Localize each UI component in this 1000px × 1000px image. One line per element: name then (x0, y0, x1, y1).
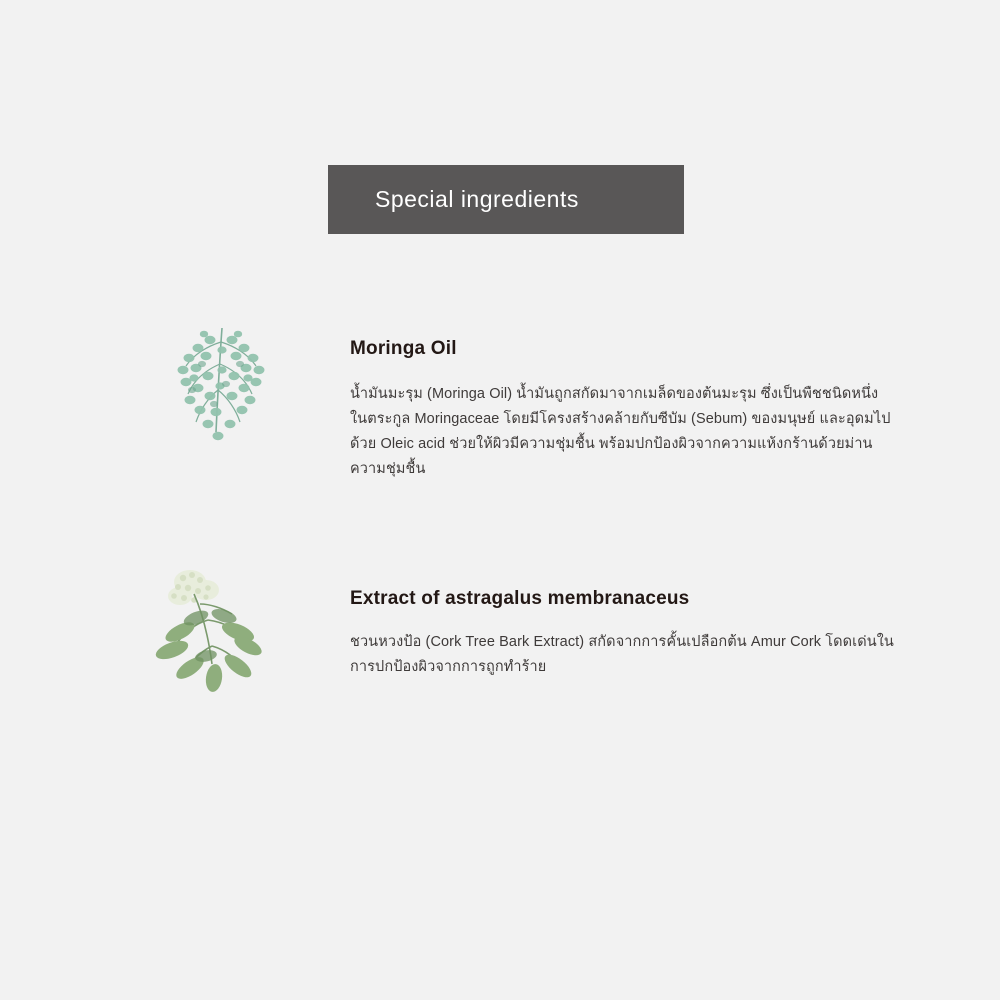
ingredient-item (150, 560, 895, 705)
moringa-plant-illustration (150, 320, 295, 465)
ingredient-name: Extract of astragalus membranaceus (350, 588, 690, 609)
section-header-banner (328, 165, 684, 234)
ingredient-name: Moringa Oil (350, 338, 457, 359)
ingredient-text-column (350, 560, 895, 680)
astragalus-cork-tree-illustration (150, 560, 295, 705)
ingredient-text-column (350, 320, 895, 482)
ingredient-description: ชวนหวงป้อ (Cork Tree Bark Extract) สกัดจากการคั้นเปลือกต้น Amur Cork โดดเด่นในการปกป้องผิวจากการถูกทำร้าย (350, 634, 894, 675)
ingredient-description: น้ำมันมะรุม (Moringa Oil) น้ำมันถูกสกัดมาจากเมล็ดของต้นมะรุม ซึ่งเป็นพืชชนิดหนึ่งในตระกูล Moringaceae โดยมีโครงสร้างคล้ายกับซีบัม (Sebum) ของมนุษย์ และอุดมไปด้วย Oleic acid ช่วยให้ผิวมีความชุ่มชื้น พร้อมปกป้องผิวจากความแห้งกร้านด้วยม่านความชุ่มชื้น (350, 386, 891, 477)
ingredient-item (150, 320, 895, 482)
page-title: Special ingredients (375, 186, 579, 212)
